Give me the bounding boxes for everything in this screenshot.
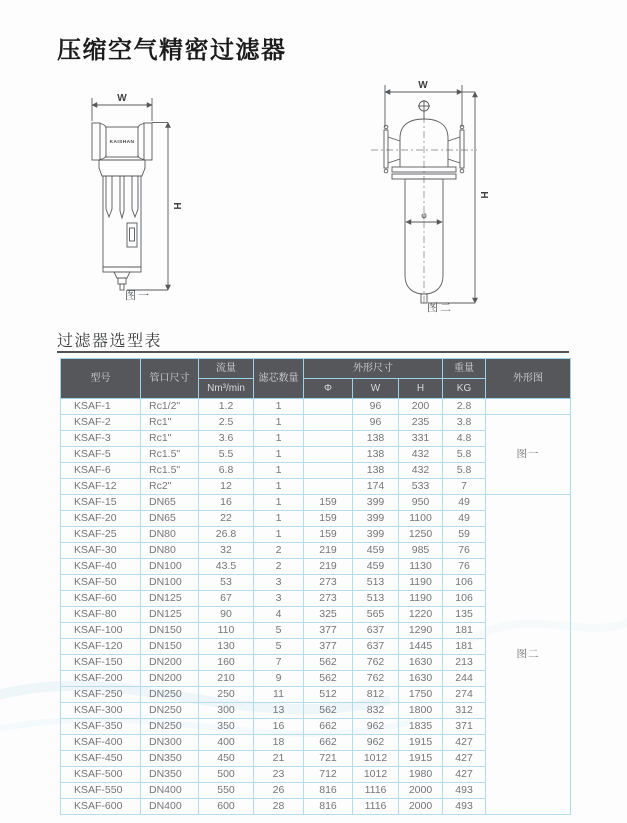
table-cell: DN400: [141, 783, 199, 799]
table-cell: 400: [199, 735, 254, 751]
table-cell: 159: [304, 527, 353, 543]
table-cell: 181: [443, 623, 486, 639]
table-cell: 1915: [399, 751, 443, 767]
table-cell: 106: [443, 575, 486, 591]
table-cell: 43.5: [199, 559, 254, 575]
table-cell: DN200: [141, 671, 199, 687]
table-cell: KSAF-100: [61, 623, 141, 639]
table-cell: 377: [304, 623, 353, 639]
table-cell: 1250: [399, 527, 443, 543]
table-cell: 985: [399, 543, 443, 559]
table-cell: 600: [199, 799, 254, 815]
table-cell: 1980: [399, 767, 443, 783]
figure-1-caption: 图一: [125, 290, 151, 302]
table-cell: 28: [254, 799, 304, 815]
table-cell: 110: [199, 623, 254, 639]
table-cell: 1190: [399, 591, 443, 607]
table-header: [61, 359, 571, 399]
table-cell: DN100: [141, 559, 199, 575]
col-header-flow-group: 流量: [199, 359, 254, 379]
table-cell: 219: [304, 559, 353, 575]
table-cell: 219: [304, 543, 353, 559]
table-cell: 7: [254, 655, 304, 671]
table-cell: 32: [199, 543, 254, 559]
table-cell: 22: [199, 511, 254, 527]
table-cell: 1012: [353, 767, 399, 783]
table-cell: 513: [353, 575, 399, 591]
table-cell: 2: [254, 559, 304, 575]
table-cell: Rc1.5": [141, 463, 199, 479]
table-cell: 159: [304, 495, 353, 511]
table-cell: 331: [399, 431, 443, 447]
table-cell: 1130: [399, 559, 443, 575]
table-cell: 562: [304, 671, 353, 687]
table-cell: KSAF-200: [61, 671, 141, 687]
figure-1-dim-w-label: W: [117, 93, 127, 104]
table-cell: 662: [304, 719, 353, 735]
table-cell: 7: [443, 479, 486, 495]
col-header-weight-unit: KG: [443, 379, 486, 399]
table-cell: KSAF-550: [61, 783, 141, 799]
table-cell: 1: [254, 463, 304, 479]
figure-1-dim-h-label: H: [171, 202, 182, 210]
table-cell: 13: [254, 703, 304, 719]
table-cell: Rc1": [141, 431, 199, 447]
table-cell: 23: [254, 767, 304, 783]
table-cell: 432: [399, 463, 443, 479]
table-cell: DN350: [141, 767, 199, 783]
table-cell: 1630: [399, 655, 443, 671]
table-cell: KSAF-40: [61, 559, 141, 575]
table-cell: DN250: [141, 687, 199, 703]
table-cell: 49: [443, 511, 486, 527]
figure-ref-cell: 图二: [486, 495, 571, 815]
table-cell: 962: [353, 719, 399, 735]
table-cell: 274: [443, 687, 486, 703]
figure-2-caption: 图二: [427, 302, 453, 314]
header-row-1: [61, 359, 571, 379]
table-cell: KSAF-1: [61, 399, 141, 415]
table-cell: KSAF-300: [61, 703, 141, 719]
table-cell: 11: [254, 687, 304, 703]
table-cell: KSAF-15: [61, 495, 141, 511]
table-cell: 1116: [353, 783, 399, 799]
section-rule: [57, 351, 569, 353]
table-cell: DN125: [141, 607, 199, 623]
table-cell: 135: [443, 607, 486, 623]
table-cell: DN100: [141, 575, 199, 591]
table-cell: 4.8: [443, 431, 486, 447]
col-header-dims-group: 外形尺寸: [304, 359, 443, 379]
table-cell: 1290: [399, 623, 443, 639]
table-cell: 235: [399, 415, 443, 431]
table-cell: 662: [304, 735, 353, 751]
table-cell: 1190: [399, 575, 443, 591]
figure-ref-cell: 图一: [486, 415, 571, 495]
table-row: [61, 495, 571, 511]
table-cell: KSAF-400: [61, 735, 141, 751]
table-cell: 1100: [399, 511, 443, 527]
table-cell: 450: [199, 751, 254, 767]
table-cell: 493: [443, 799, 486, 815]
table-cell: 562: [304, 655, 353, 671]
table-cell: 637: [353, 623, 399, 639]
table-cell: 1.2: [199, 399, 254, 415]
col-header-phi: Φ: [304, 379, 353, 399]
col-header-h: H: [399, 379, 443, 399]
table-cell: DN150: [141, 623, 199, 639]
figure-2-drawing: [365, 75, 575, 315]
table-cell: 2.8: [443, 399, 486, 415]
table-cell: 816: [304, 783, 353, 799]
col-header-figure: 外形图: [486, 359, 571, 399]
table-cell: 1835: [399, 719, 443, 735]
table-cell: 12: [199, 479, 254, 495]
table-cell: 5: [254, 623, 304, 639]
table-cell: 459: [353, 559, 399, 575]
table-cell: 3: [254, 575, 304, 591]
table-cell: [304, 463, 353, 479]
table-cell: KSAF-120: [61, 639, 141, 655]
table-cell: 427: [443, 735, 486, 751]
table-cell: KSAF-600: [61, 799, 141, 815]
table-cell: 325: [304, 607, 353, 623]
table-cell: 950: [399, 495, 443, 511]
table-cell: 762: [353, 671, 399, 687]
figure-2-dim-w-label: W: [418, 80, 428, 91]
table-cell: 106: [443, 591, 486, 607]
figure-1-drawing: [55, 85, 265, 297]
table-cell: DN125: [141, 591, 199, 607]
table-cell: 9: [254, 671, 304, 687]
table-row: [61, 399, 571, 415]
table-cell: 26: [254, 783, 304, 799]
table-cell: 5: [254, 639, 304, 655]
table-cell: 21: [254, 751, 304, 767]
table-cell: 138: [353, 463, 399, 479]
figure-2-dim-h-label: H: [478, 191, 489, 199]
table-cell: 1220: [399, 607, 443, 623]
table-cell: 5.8: [443, 447, 486, 463]
table-cell: Rc1": [141, 415, 199, 431]
table-cell: 181: [443, 639, 486, 655]
table-cell: DN200: [141, 655, 199, 671]
table-cell: DN250: [141, 703, 199, 719]
figure-2-dim-phi-label: φ: [421, 210, 427, 220]
table-cell: [304, 431, 353, 447]
table-cell: 53: [199, 575, 254, 591]
table-cell: 18: [254, 735, 304, 751]
table-cell: DN300: [141, 735, 199, 751]
table-cell: KSAF-60: [61, 591, 141, 607]
table-cell: 533: [399, 479, 443, 495]
table-cell: 5.8: [443, 463, 486, 479]
table-cell: 159: [304, 511, 353, 527]
table-cell: 210: [199, 671, 254, 687]
table-cell: 1445: [399, 639, 443, 655]
table-cell: [304, 447, 353, 463]
table-cell: 174: [353, 479, 399, 495]
table-cell: 3.6: [199, 431, 254, 447]
table-cell: 377: [304, 639, 353, 655]
table-cell: 26.8: [199, 527, 254, 543]
table-cell: 49: [443, 495, 486, 511]
table-cell: 1800: [399, 703, 443, 719]
table-cell: DN150: [141, 639, 199, 655]
table-cell: 1: [254, 495, 304, 511]
table-cell: KSAF-500: [61, 767, 141, 783]
table-cell: 273: [304, 591, 353, 607]
table-cell: 76: [443, 559, 486, 575]
table-cell: [304, 479, 353, 495]
table-cell: 427: [443, 751, 486, 767]
table-body: [61, 399, 571, 815]
table-cell: KSAF-12: [61, 479, 141, 495]
table-cell: DN65: [141, 495, 199, 511]
table-cell: 1116: [353, 799, 399, 815]
table-cell: [304, 399, 353, 415]
table-cell: KSAF-30: [61, 543, 141, 559]
table-cell: DN80: [141, 543, 199, 559]
table-cell: 762: [353, 655, 399, 671]
table-cell: 2.5: [199, 415, 254, 431]
table-cell: 550: [199, 783, 254, 799]
col-header-weight-group: 重量: [443, 359, 486, 379]
table-cell: 16: [254, 719, 304, 735]
table-cell: 500: [199, 767, 254, 783]
col-header-port: 管口尺寸: [141, 359, 199, 399]
table-cell: 5.5: [199, 447, 254, 463]
table-cell: 513: [353, 591, 399, 607]
table-cell: 2: [254, 543, 304, 559]
table-cell: 2000: [399, 799, 443, 815]
table-cell: 350: [199, 719, 254, 735]
table-cell: 16: [199, 495, 254, 511]
table-cell: 816: [304, 799, 353, 815]
table-cell: 3: [254, 591, 304, 607]
table-cell: Rc2": [141, 479, 199, 495]
table-cell: KSAF-20: [61, 511, 141, 527]
table-cell: 213: [443, 655, 486, 671]
table-cell: 399: [353, 511, 399, 527]
table-cell: 493: [443, 783, 486, 799]
table-cell: 1915: [399, 735, 443, 751]
table-cell: 1: [254, 399, 304, 415]
table-cell: [304, 415, 353, 431]
table-cell: DN65: [141, 511, 199, 527]
table-cell: 427: [443, 767, 486, 783]
table-cell: 1: [254, 479, 304, 495]
table-cell: 160: [199, 655, 254, 671]
table-cell: 250: [199, 687, 254, 703]
table-cell: KSAF-2: [61, 415, 141, 431]
table-cell: 459: [353, 543, 399, 559]
table-cell: 1750: [399, 687, 443, 703]
table-cell: 1: [254, 415, 304, 431]
table-cell: DN400: [141, 799, 199, 815]
table-cell: Rc1/2": [141, 399, 199, 415]
table-cell: KSAF-350: [61, 719, 141, 735]
table-cell: 562: [304, 703, 353, 719]
table-cell: 3.8: [443, 415, 486, 431]
table-cell: 1630: [399, 671, 443, 687]
table-cell: 273: [304, 575, 353, 591]
table-cell: KSAF-450: [61, 751, 141, 767]
table-cell: 138: [353, 431, 399, 447]
table-cell: 399: [353, 495, 399, 511]
figure-ref-cell: [486, 399, 571, 415]
table-cell: 371: [443, 719, 486, 735]
table-cell: 832: [353, 703, 399, 719]
table-cell: 432: [399, 447, 443, 463]
table-cell: 200: [399, 399, 443, 415]
table-cell: DN80: [141, 527, 199, 543]
table-cell: 59: [443, 527, 486, 543]
table-cell: 1: [254, 431, 304, 447]
table-cell: KSAF-3: [61, 431, 141, 447]
table-cell: 712: [304, 767, 353, 783]
table-cell: 637: [353, 639, 399, 655]
table-cell: 399: [353, 527, 399, 543]
page-title: 压缩空气精密过滤器: [57, 37, 287, 64]
table-cell: 1: [254, 511, 304, 527]
table-cell: 4: [254, 607, 304, 623]
table-cell: KSAF-80: [61, 607, 141, 623]
section-title: 过滤器选型表: [57, 333, 163, 350]
table-cell: 565: [353, 607, 399, 623]
table-cell: 96: [353, 415, 399, 431]
table-cell: 244: [443, 671, 486, 687]
col-header-w: W: [353, 379, 399, 399]
table-cell: KSAF-6: [61, 463, 141, 479]
table-cell: 1: [254, 447, 304, 463]
table-cell: 90: [199, 607, 254, 623]
table-cell: 130: [199, 639, 254, 655]
table-cell: 138: [353, 447, 399, 463]
table-cell: 6.8: [199, 463, 254, 479]
table-cell: 96: [353, 399, 399, 415]
table-cell: 721: [304, 751, 353, 767]
col-header-model: 型号: [61, 359, 141, 399]
table-cell: 300: [199, 703, 254, 719]
table-cell: Rc1.5": [141, 447, 199, 463]
table-cell: 2000: [399, 783, 443, 799]
table-cell: 1: [254, 527, 304, 543]
table-cell: DN350: [141, 751, 199, 767]
figure-1-brand-label: KAISHAN: [109, 140, 135, 145]
table-cell: KSAF-5: [61, 447, 141, 463]
table-cell: KSAF-250: [61, 687, 141, 703]
table-cell: 67: [199, 591, 254, 607]
col-header-flow-unit: Nm³/min: [199, 379, 254, 399]
table-cell: 1012: [353, 751, 399, 767]
table-cell: 512: [304, 687, 353, 703]
table-cell: 962: [353, 735, 399, 751]
table-cell: KSAF-150: [61, 655, 141, 671]
filter-selection-table: [60, 358, 571, 815]
table-cell: 312: [443, 703, 486, 719]
table-cell: DN250: [141, 719, 199, 735]
table-cell: KSAF-50: [61, 575, 141, 591]
table-cell: 76: [443, 543, 486, 559]
table-row: [61, 415, 571, 431]
table-cell: KSAF-25: [61, 527, 141, 543]
col-header-elements: 滤芯数量: [254, 359, 304, 399]
table-cell: 812: [353, 687, 399, 703]
